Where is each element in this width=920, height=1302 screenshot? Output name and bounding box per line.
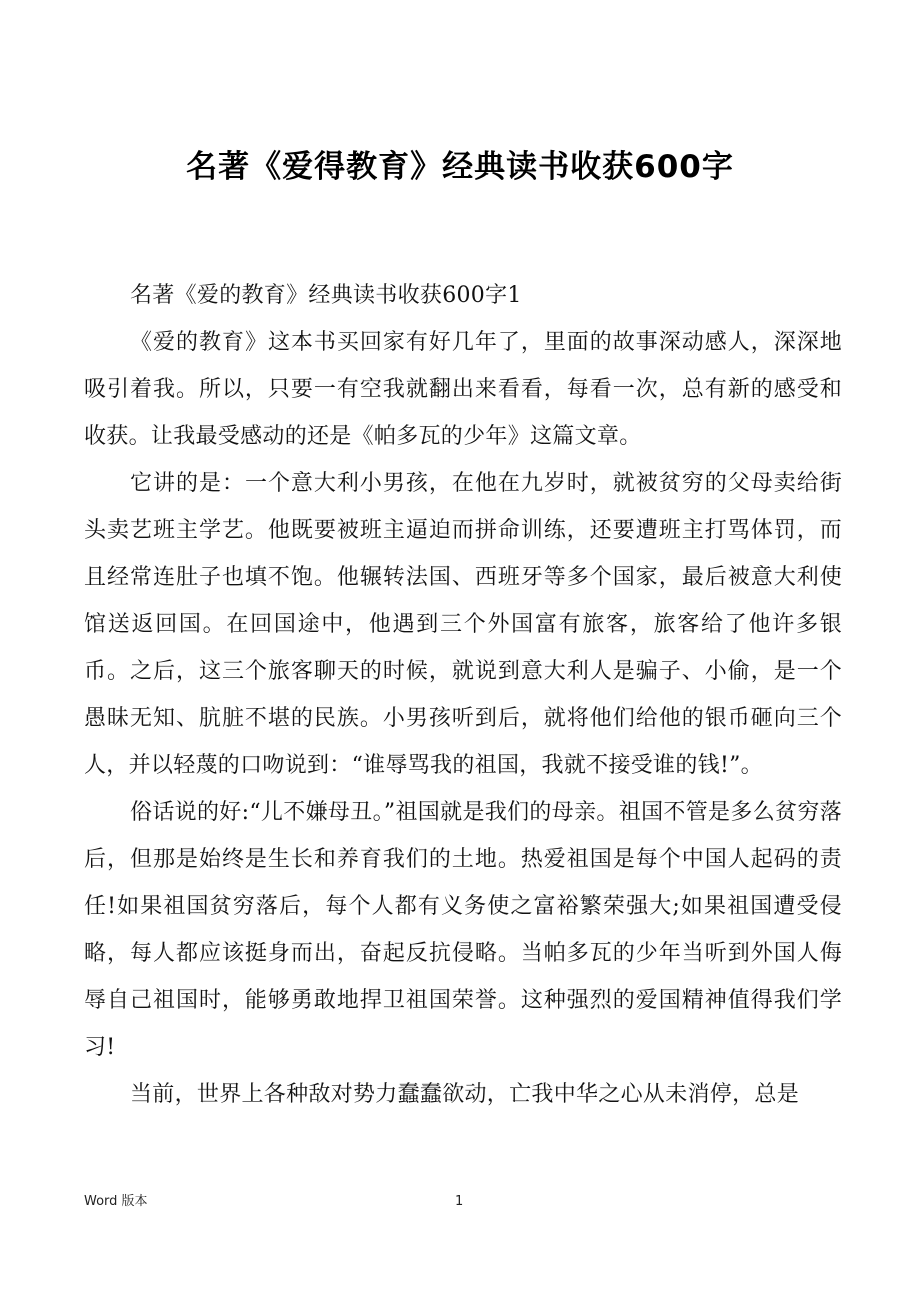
document-body [84,272,842,1118]
paragraph: 它讲的是：一个意大利小男孩，在他在九岁时，就被贫穷的父母卖给街头卖艺班主学艺。他既要被班主逼迫而拼命训练，还要遭班主打骂体罚，而且经常连肚子也填不饱。他辗转法国、西班牙等多个国家，最后被意大利使馆送返回国。在回国途中，他遇到三个外国富有旅客，旅客给了他许多银币。之后，这三个旅客聊天的时候，就说到意大利人是骗子、小偷，是一个愚昧无知、肮脏不堪的民族。小男孩听到后，就将他们给他的银币砸向三个人，并以轻蔑的口吻说到：“谁辱骂我的祖国，我就不接受谁的钱!”。 [84,471,842,778]
paragraph: 俗话说的好:“儿不嫌母丑。”祖国就是我们的母亲。祖国不管是多么贫穷落后，但那是始终是生长和养育我们的土地。热爱祖国是每个中国人起码的责任!如果祖国贫穷落后，每个人都有义务使之富裕繁荣强大;如果祖国遭受侵略，每人都应该挺身而出，奋起反抗侵略。当帕多瓦的少年当听到外国人侮辱自己祖国时，能够勇敢地捍卫祖国荣誉。这种强烈的爱国精神值得我们学习! [84,800,842,1060]
footer-version-label: Word 版本 [84,1194,148,1209]
footer-page-number: 1 [455,1194,464,1209]
document-title: 名著《爱得教育》经典读书收获600字 [186,149,734,185]
paragraph-subtitle: 名著《爱的教育》经典读书收获600字1 [130,283,522,308]
paragraph: 《爱的教育》这本书买回家有好几年了，里面的故事深动感人，深深地吸引着我。所以，只要一有空我就翻出来看看，每看一次，总有新的感受和收获。让我最受感动的还是《帕多瓦的少年》这篇文章。 [84,330,842,449]
paragraph: 当前，世界上各种敌对势力蠢蠢欲动，亡我中华之心从未消停，总是 [130,1082,800,1107]
